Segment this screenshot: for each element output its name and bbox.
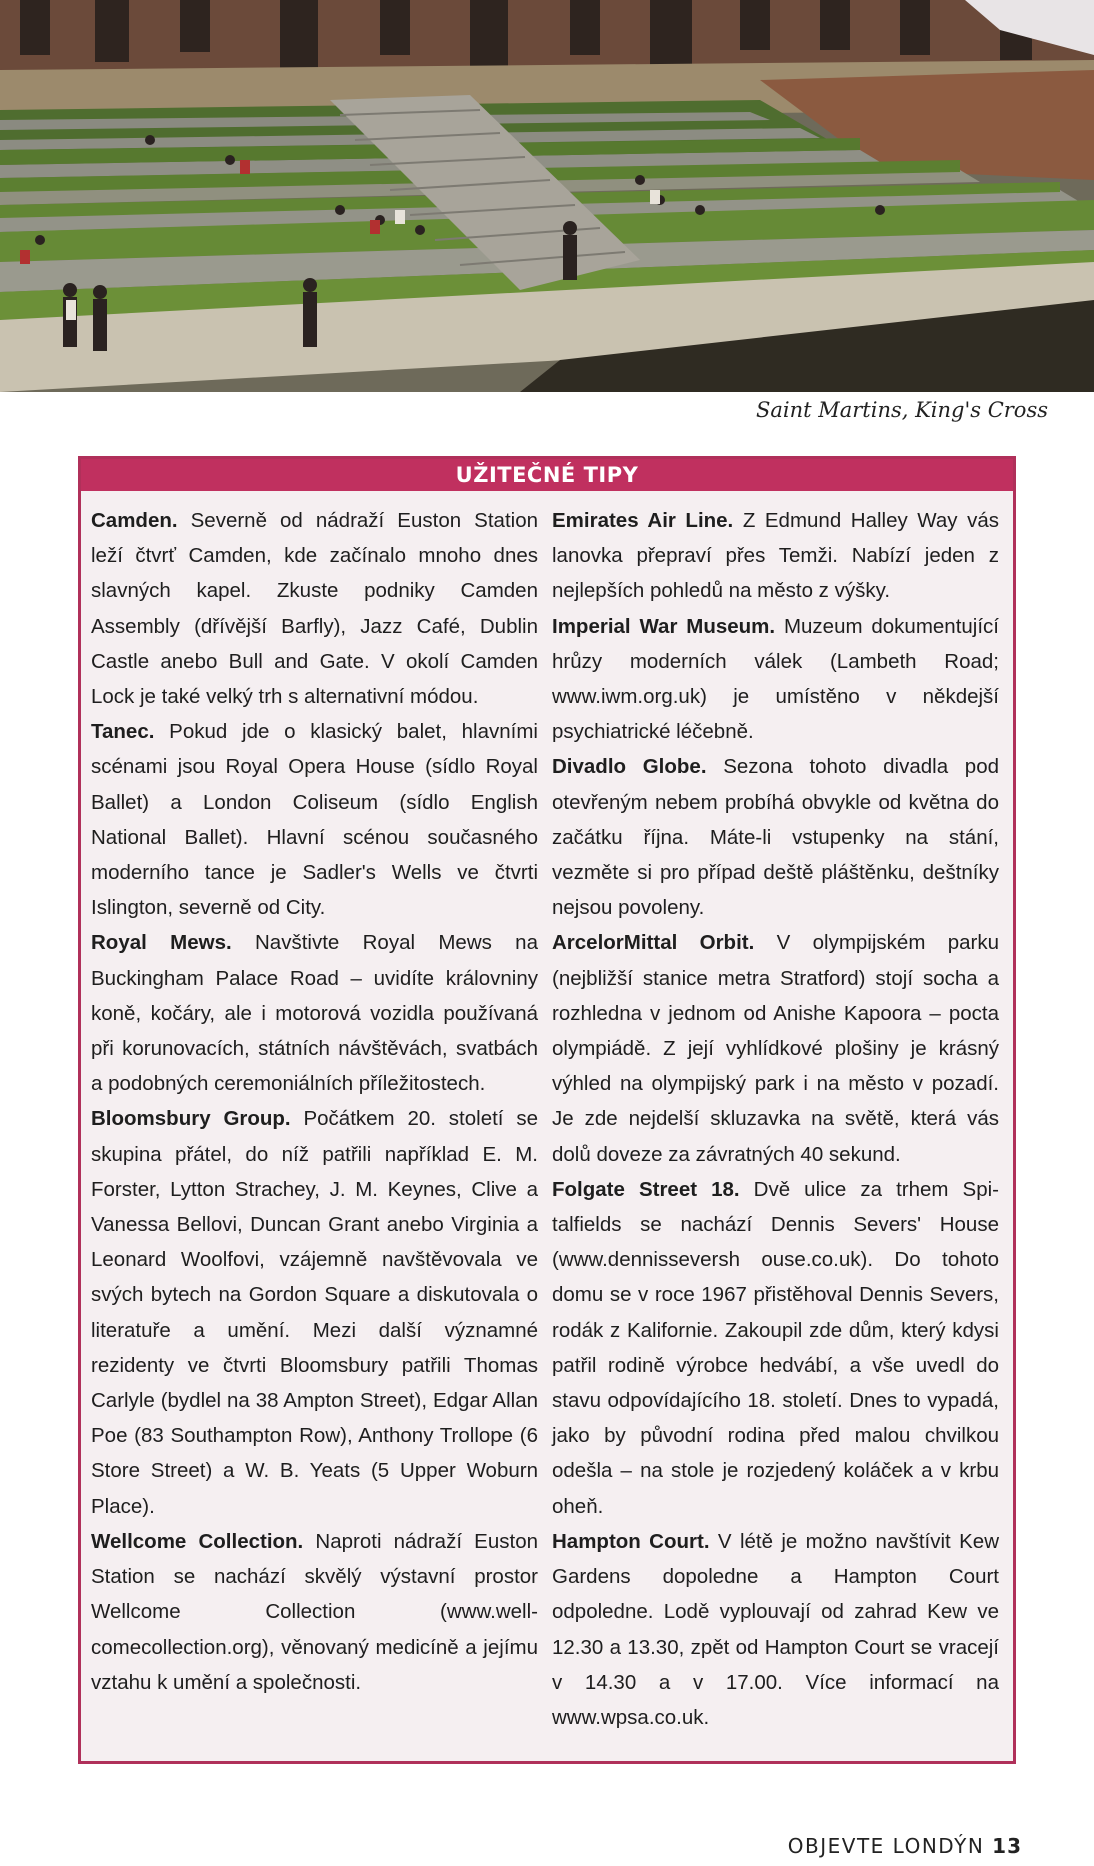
tip-dance xyxy=(91,714,538,925)
tip-bloomsbury-group xyxy=(91,1101,538,1523)
tip-text: Dvě ulice za trhem Spitalfields se nachází Dennis Severs' House (www.dennisseversh ouse.co.uk). Do tohoto domu se v roce 1967 přistěhoval Dennis Severs, rodák z Kalifornie. Zakoupil zde dům, který kdysi patřil rodině výrobce hedvábí, a vše uvedl do stavu odpovídajícího 18. století. Dnes to vypadá, jako by původní rodina před malou chvilkou odešla – na stole je rozjedený koláček a v krbu oheň. xyxy=(552,1177,999,1518)
useful-tips-box xyxy=(78,456,1016,1764)
tip-hampton-court xyxy=(552,1524,999,1735)
tips-columns xyxy=(81,491,1013,1735)
photo-caption: Saint Martins, King's Cross xyxy=(755,398,1048,422)
tip-text: Severně od nádraží Euston Station leží čtvrť Camden, kde začínalo mnoho dnes slavných kapel. Zkuste podniky Camden Assembly (dřívější Barfly), Jazz Café, Dublin Castle anebo Bull and Gate. V okolí Camden Lock je také velký trh s alternativní módou. xyxy=(91,509,538,709)
tip-heading: Folgate Street 18. xyxy=(552,1177,740,1201)
tip-globe-theatre xyxy=(552,749,999,925)
tip-text: Naproti nádraží Euston Station se nachází skvělý výstavní prostor Wellcome Collection (www.wellcomecollection.org), věnovaný medicíně a jejímu vztahu k umění a společnosti. xyxy=(91,1529,538,1694)
footer-label: OBJEVTE LONDÝN xyxy=(787,1834,985,1858)
tip-heading: ArcelorMittal Orbit. xyxy=(552,931,755,955)
tip-text: Sezona tohoto divadla pod otevřeným nebem probíhá obvykle od května do začátku října. Máte-li vstupenky na stání, vezměte si pro případ deště pláštěnku, deštníky nejsou povoleny. xyxy=(552,755,999,920)
tip-heading: Camden. xyxy=(91,509,178,532)
tip-heading: Emirates Air Line. xyxy=(552,509,734,532)
tip-heading: Hampton Court. xyxy=(552,1529,710,1553)
photo-saint-martins xyxy=(0,0,1094,392)
tip-heading: Tanec. xyxy=(91,720,155,744)
tip-heading: Bloomsbury Group. xyxy=(91,1107,291,1131)
page-footer xyxy=(788,1834,1022,1858)
tip-folgate-street xyxy=(552,1172,999,1524)
tip-text: Muzeum dokumentující hrůzy moderních válek (Lambeth Road; www.iwm.org.uk) je umístěno v někdejší psychiatrické léčebně. xyxy=(552,614,1000,744)
tips-title: UŽITEČNÉ TIPY xyxy=(455,463,639,487)
tip-text: V olympijském parku (nejbližší stanice metra Stratford) stojí socha a rozhledna v jednom od Anishe Kapoora – pocta olympiádě. Z její vyhlídkové plošiny je krásný výhled na olympijský park i na město v pozadí. Je zde nejdelší skluzavka na světě, která vás dolů doveze za závratných 40 sekund. xyxy=(552,931,999,1166)
tips-header-bar xyxy=(81,459,1013,491)
tip-heading: Wellcome Collection. xyxy=(91,1529,304,1553)
tip-text: Navštivte Royal Mews na Buckingham Palace Road – uvidíte královniny koně, kočáry, ale i motorová vozidla používaná při korunovacích, státních návštěvách, svatbách a podobných ceremoniálních příležitostech. xyxy=(91,931,538,1096)
tip-heading: Divadlo Globe. xyxy=(552,755,707,779)
tip-royal-mews xyxy=(91,925,538,1101)
tip-text: V létě je možno navštívit Kew Gardens dopoledne a Hampton Court odpoledne. Lodě vyplouvají od zahrad Kew ve 12.30 a 13.30, zpět od Hampton Court se vracejí v 14.30 a v 17.00. Více informací na www.wpsa.co.uk. xyxy=(552,1529,999,1729)
tip-heading: Imperial War Museum. xyxy=(552,614,776,638)
tip-text: Pokud jde o klasický balet, hlavními scénami jsou Royal Opera House (sídlo Royal Ballet) a London Coliseum (sídlo English National Ballet). Hlavní scénou současného moderního tance je Sadler's Wells ve čtvrti Islington, severně od City. xyxy=(91,720,538,920)
photo-illustration xyxy=(0,0,1094,392)
tips-right-column xyxy=(552,503,999,1735)
tip-text: Z Edmund Halley Way vás lanovka přepraví přes Temži. Nabízí jeden z nejlepších pohledů na město z výšky. xyxy=(552,509,999,603)
tip-heading: Royal Mews. xyxy=(91,931,232,955)
tip-wellcome-collection xyxy=(91,1524,538,1700)
tip-text: Počátkem 20. století se skupina přátel, do níž patřili například E. M. Forster, Lytton Strachey, J. M. Keynes, Clive a Vanessa Bellovi, Duncan Grant anebo Virginia a Leonard Woolfovi, vzájemně navštěvovala ve svých bytech na Gordon Square a diskutovala o literatuře a umění. Mezi další významné rezidenty ve čtvrti Bloomsbury patřili Thomas Carlyle (bydlel na 38 Ampton Street), Edgar Allan Poe (83 Southampton Row), Anthony Trollope (6 Store Street) a W. B. Yeats (5 Upper Woburn Place). xyxy=(91,1107,538,1518)
page-number: 13 xyxy=(992,1834,1022,1858)
tip-emirates-air-line xyxy=(552,503,999,609)
tip-imperial-war-museum xyxy=(552,609,999,750)
tip-camden xyxy=(91,503,538,714)
tips-left-column xyxy=(91,503,538,1735)
tip-arcelormittal-orbit xyxy=(552,925,999,1171)
